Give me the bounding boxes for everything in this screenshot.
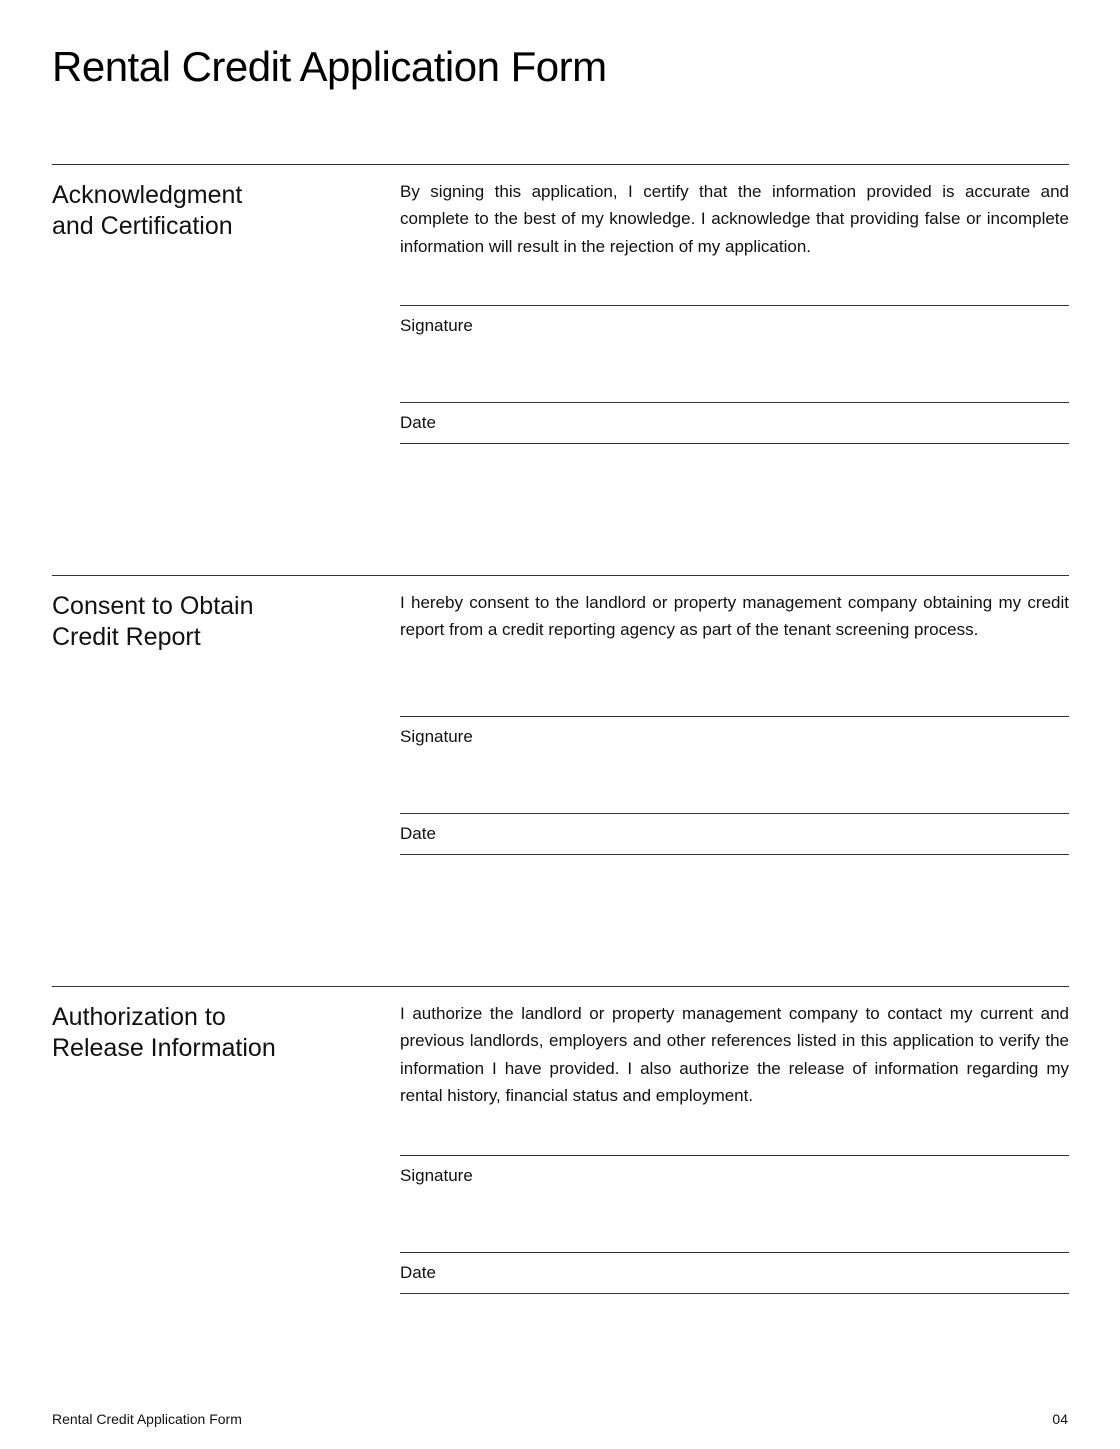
section-heading [52, 180, 352, 242]
section-body [400, 589, 1069, 857]
signature-label: Signature [400, 316, 473, 335]
signature-field[interactable] [400, 305, 1069, 402]
page-number: 04 [1052, 1411, 1068, 1427]
section-divider [52, 164, 1069, 165]
signature-field[interactable] [400, 716, 1069, 813]
date-label: Date [400, 413, 436, 432]
section-text: By signing this application, I certify that the information provided is accurate and complete to the best of my knowledge. I acknowledge that providing false or incomplete information will result in the rejection of my application. [400, 182, 1069, 256]
footer-document-title: Rental Credit Application Form [52, 1411, 242, 1427]
section-heading-line: Consent to Obtain [52, 592, 254, 620]
page-title: Rental Credit Application Form [52, 43, 607, 90]
date-field[interactable] [400, 813, 1069, 855]
section-heading [52, 591, 352, 653]
section-text: I authorize the landlord or property management company to contact my current and previous landlords, employers and other references listed in this application to verify the information I have provided. I also authorize the release of information regarding my rental history, financial status and employment. [400, 1004, 1069, 1105]
section-text: I hereby consent to the landlord or property management company obtaining my credit report from a credit reporting agency as part of the tenant screening process. [400, 593, 1069, 640]
signature-field[interactable] [400, 1155, 1069, 1252]
section-heading [52, 1002, 352, 1064]
signature-label: Signature [400, 1166, 473, 1185]
section-heading-line: Credit Report [52, 623, 201, 651]
date-field[interactable] [400, 402, 1069, 444]
section-heading-line: Authorization to [52, 1003, 226, 1031]
section-heading-line: and Certification [52, 212, 233, 240]
signature-label: Signature [400, 727, 473, 746]
section-body [400, 178, 1069, 446]
date-label: Date [400, 824, 436, 843]
date-label: Date [400, 1263, 436, 1282]
section-heading-line: Release Information [52, 1034, 276, 1062]
section-divider [52, 986, 1069, 987]
date-field[interactable] [400, 1252, 1069, 1294]
section-divider [52, 575, 1069, 576]
section-heading-line: Acknowledgment [52, 181, 243, 209]
section-body [400, 1000, 1069, 1300]
